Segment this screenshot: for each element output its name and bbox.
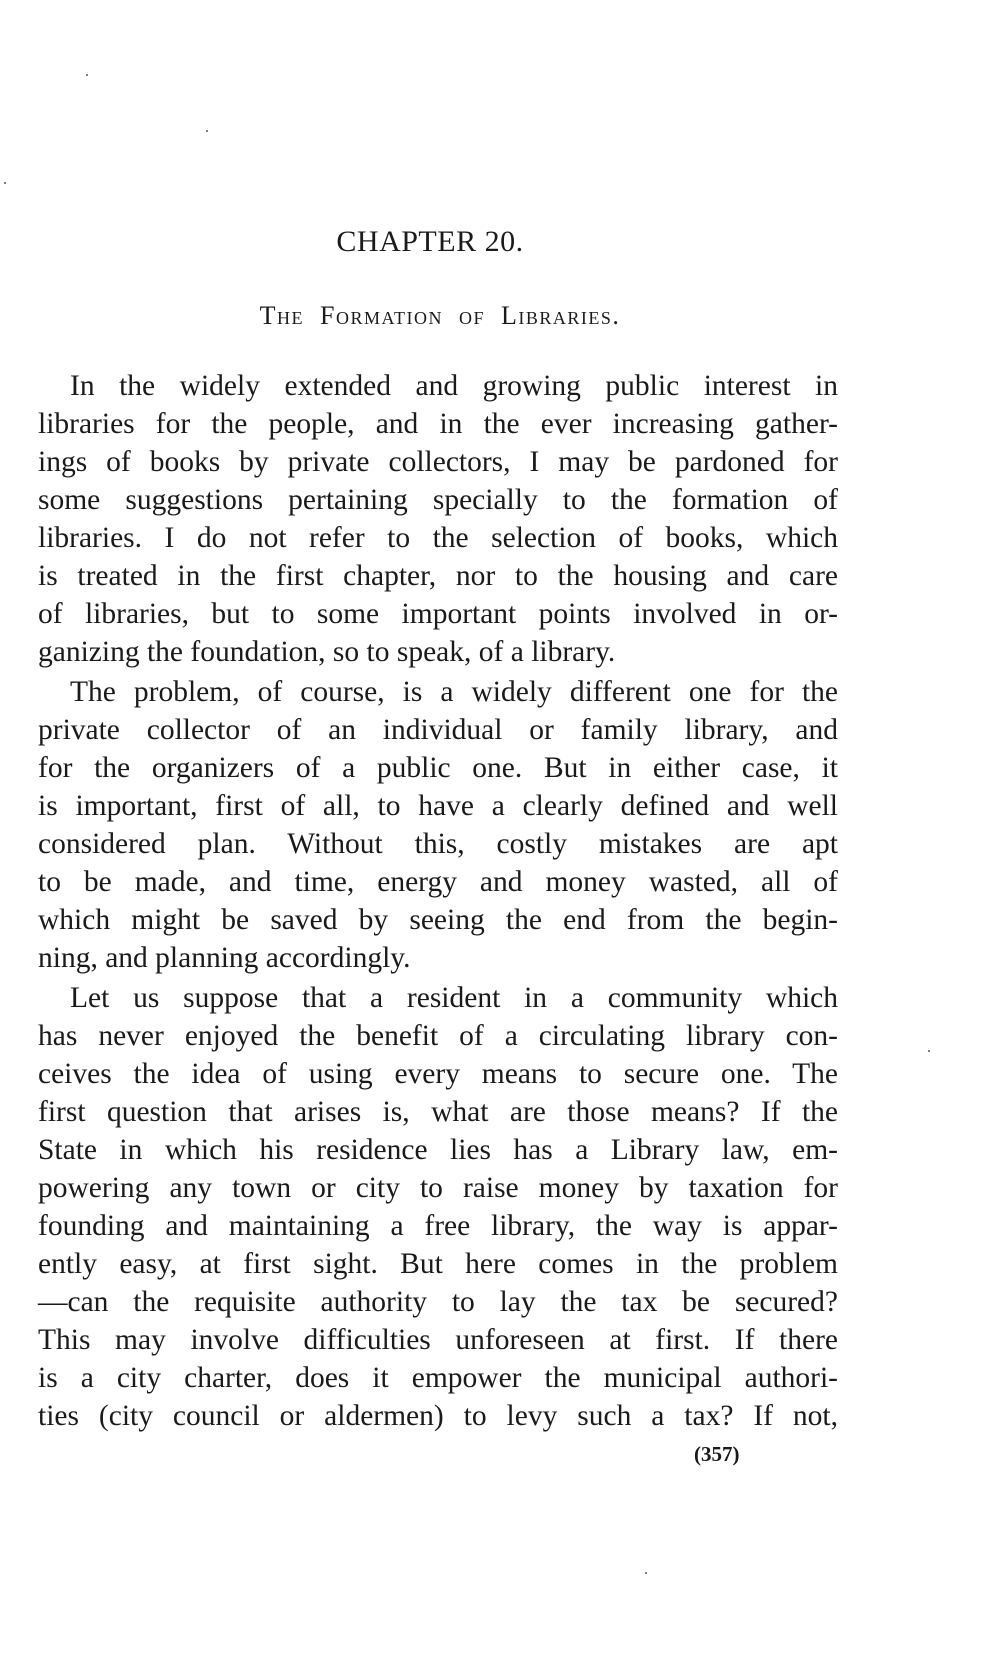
scan-speck (928, 1050, 930, 1052)
text-line: ceives the idea of using every means to secure one. The (38, 1058, 838, 1090)
text-line: some suggestions pertaining specially to the formation of (38, 484, 838, 516)
text-line: ings of books by private collectors, I may be pardoned for (38, 446, 838, 478)
text-line: has never enjoyed the benefit of a circulating library con- (38, 1020, 838, 1052)
text-line: In the widely extended and growing public interest in (70, 370, 838, 402)
scan-speck (4, 182, 6, 184)
text-line: is a city charter, does it empower the municipal authori- (38, 1362, 838, 1394)
text-line: The problem, of course, is a widely different one for the (70, 676, 838, 708)
text-line: ently easy, at first sight. But here comes in the problem (38, 1248, 838, 1280)
chapter-number: CHAPTER 20. (336, 225, 524, 258)
text-line: of libraries, but to some important points involved in or- (38, 598, 838, 630)
text-line: This may involve difficulties unforeseen at first. If there (38, 1324, 838, 1356)
text-line: is treated in the first chapter, nor to the housing and care (38, 560, 838, 592)
text-line: State in which his residence lies has a Library law, em- (38, 1134, 838, 1166)
text-line: for the organizers of a public one. But in either case, it (38, 752, 838, 784)
text-line: —can the requisite authority to lay the tax be secured? (38, 1286, 838, 1318)
text-line: ties (city council or aldermen) to levy such a tax? If not, (38, 1400, 838, 1432)
text-line: ning, and planning accordingly. (38, 942, 411, 974)
text-line: founding and maintaining a free library, the way is appar- (38, 1210, 838, 1242)
text-line: libraries for the people, and in the ever increasing gather- (38, 408, 838, 440)
text-line: which might be saved by seeing the end from the begin- (38, 904, 838, 936)
text-line: is important, first of all, to have a clearly defined and well (38, 790, 838, 822)
text-line: ganizing the foundation, so to speak, of a library. (38, 636, 616, 668)
page-number: (357) (694, 1442, 740, 1466)
text-line: Let us suppose that a resident in a community which (70, 982, 838, 1014)
text-line: libraries. I do not refer to the selection of books, which (38, 522, 838, 554)
text-line: powering any town or city to raise money by taxation for (38, 1172, 838, 1204)
scan-speck (206, 130, 208, 132)
chapter-title: The Formation of Libraries. (259, 301, 621, 330)
text-line: considered plan. Without this, costly mistakes are apt (38, 828, 838, 860)
text-line: first question that arises is, what are those means? If the (38, 1096, 838, 1128)
text-line: to be made, and time, energy and money wasted, all of (38, 866, 838, 898)
scan-speck (645, 1572, 647, 1574)
text-line: private collector of an individual or family library, and (38, 714, 838, 746)
scan-speck (86, 74, 88, 76)
